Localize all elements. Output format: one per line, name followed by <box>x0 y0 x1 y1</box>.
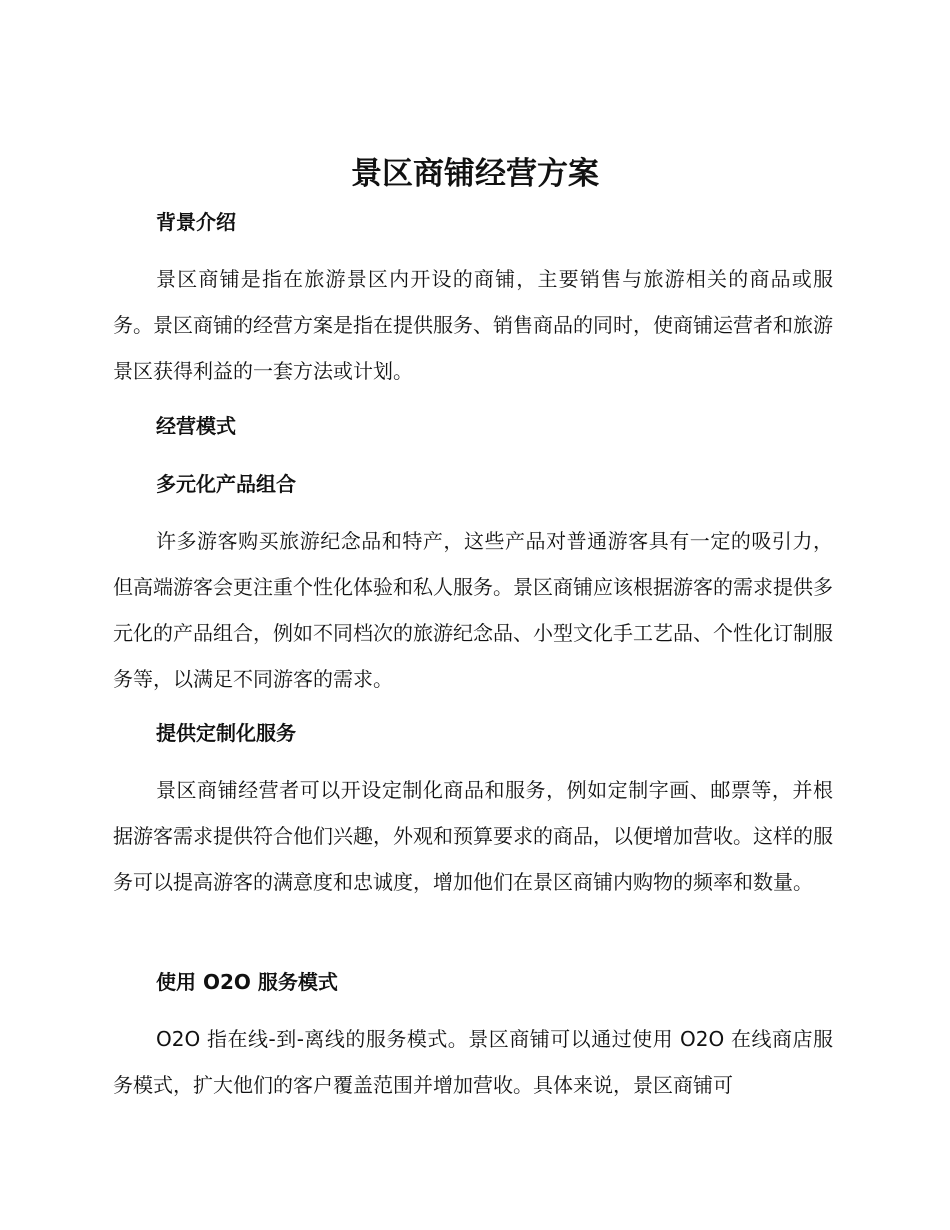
page-title: 景区商铺经营方案 <box>351 156 599 192</box>
paragraph-background: 景区商铺是指在旅游景区内开设的商铺，主要销售与旅游相关的商品或服务。景区商铺的经营方案是指在提供服务、销售商品的同时，使商铺运营者和旅游景区获得利益的一套方法或计划。 <box>113 267 833 383</box>
section-heading-customized-service: 提供定制化服务 <box>156 721 296 745</box>
section-heading-diversified-products: 多元化产品组合 <box>156 472 296 496</box>
section-heading-background: 背景介绍 <box>156 210 236 234</box>
section-heading-business-model: 经营模式 <box>156 414 236 438</box>
paragraph-o2o: O2O 指在线-到-离线的服务模式。景区商铺可以通过使用 O2O 在线商店服务模式，扩大他们的客户覆盖范围并增加营收。具体来说，景区商铺可 <box>113 1027 833 1097</box>
paragraph-customized-service: 景区商铺经营者可以开设定制化商品和服务，例如定制字画、邮票等，并根据游客需求提供符合他们兴趣，外观和预算要求的商品，以便增加营收。这样的服务可以提高游客的满意度和忠诚度，增加他们在景区商铺内购物的频率和数量。 <box>113 778 833 894</box>
section-heading-o2o: 使用 O2O 服务模式 <box>156 970 338 994</box>
paragraph-diversified-products: 许多游客购买旅游纪念品和特产，这些产品对普通游客具有一定的吸引力，但高端游客会更注重个性化体验和私人服务。景区商铺应该根据游客的需求提供多元化的产品组合，例如不同档次的旅游纪念品、小型文化手工艺品、个性化订制服务等，以满足不同游客的需求。 <box>113 529 833 691</box>
